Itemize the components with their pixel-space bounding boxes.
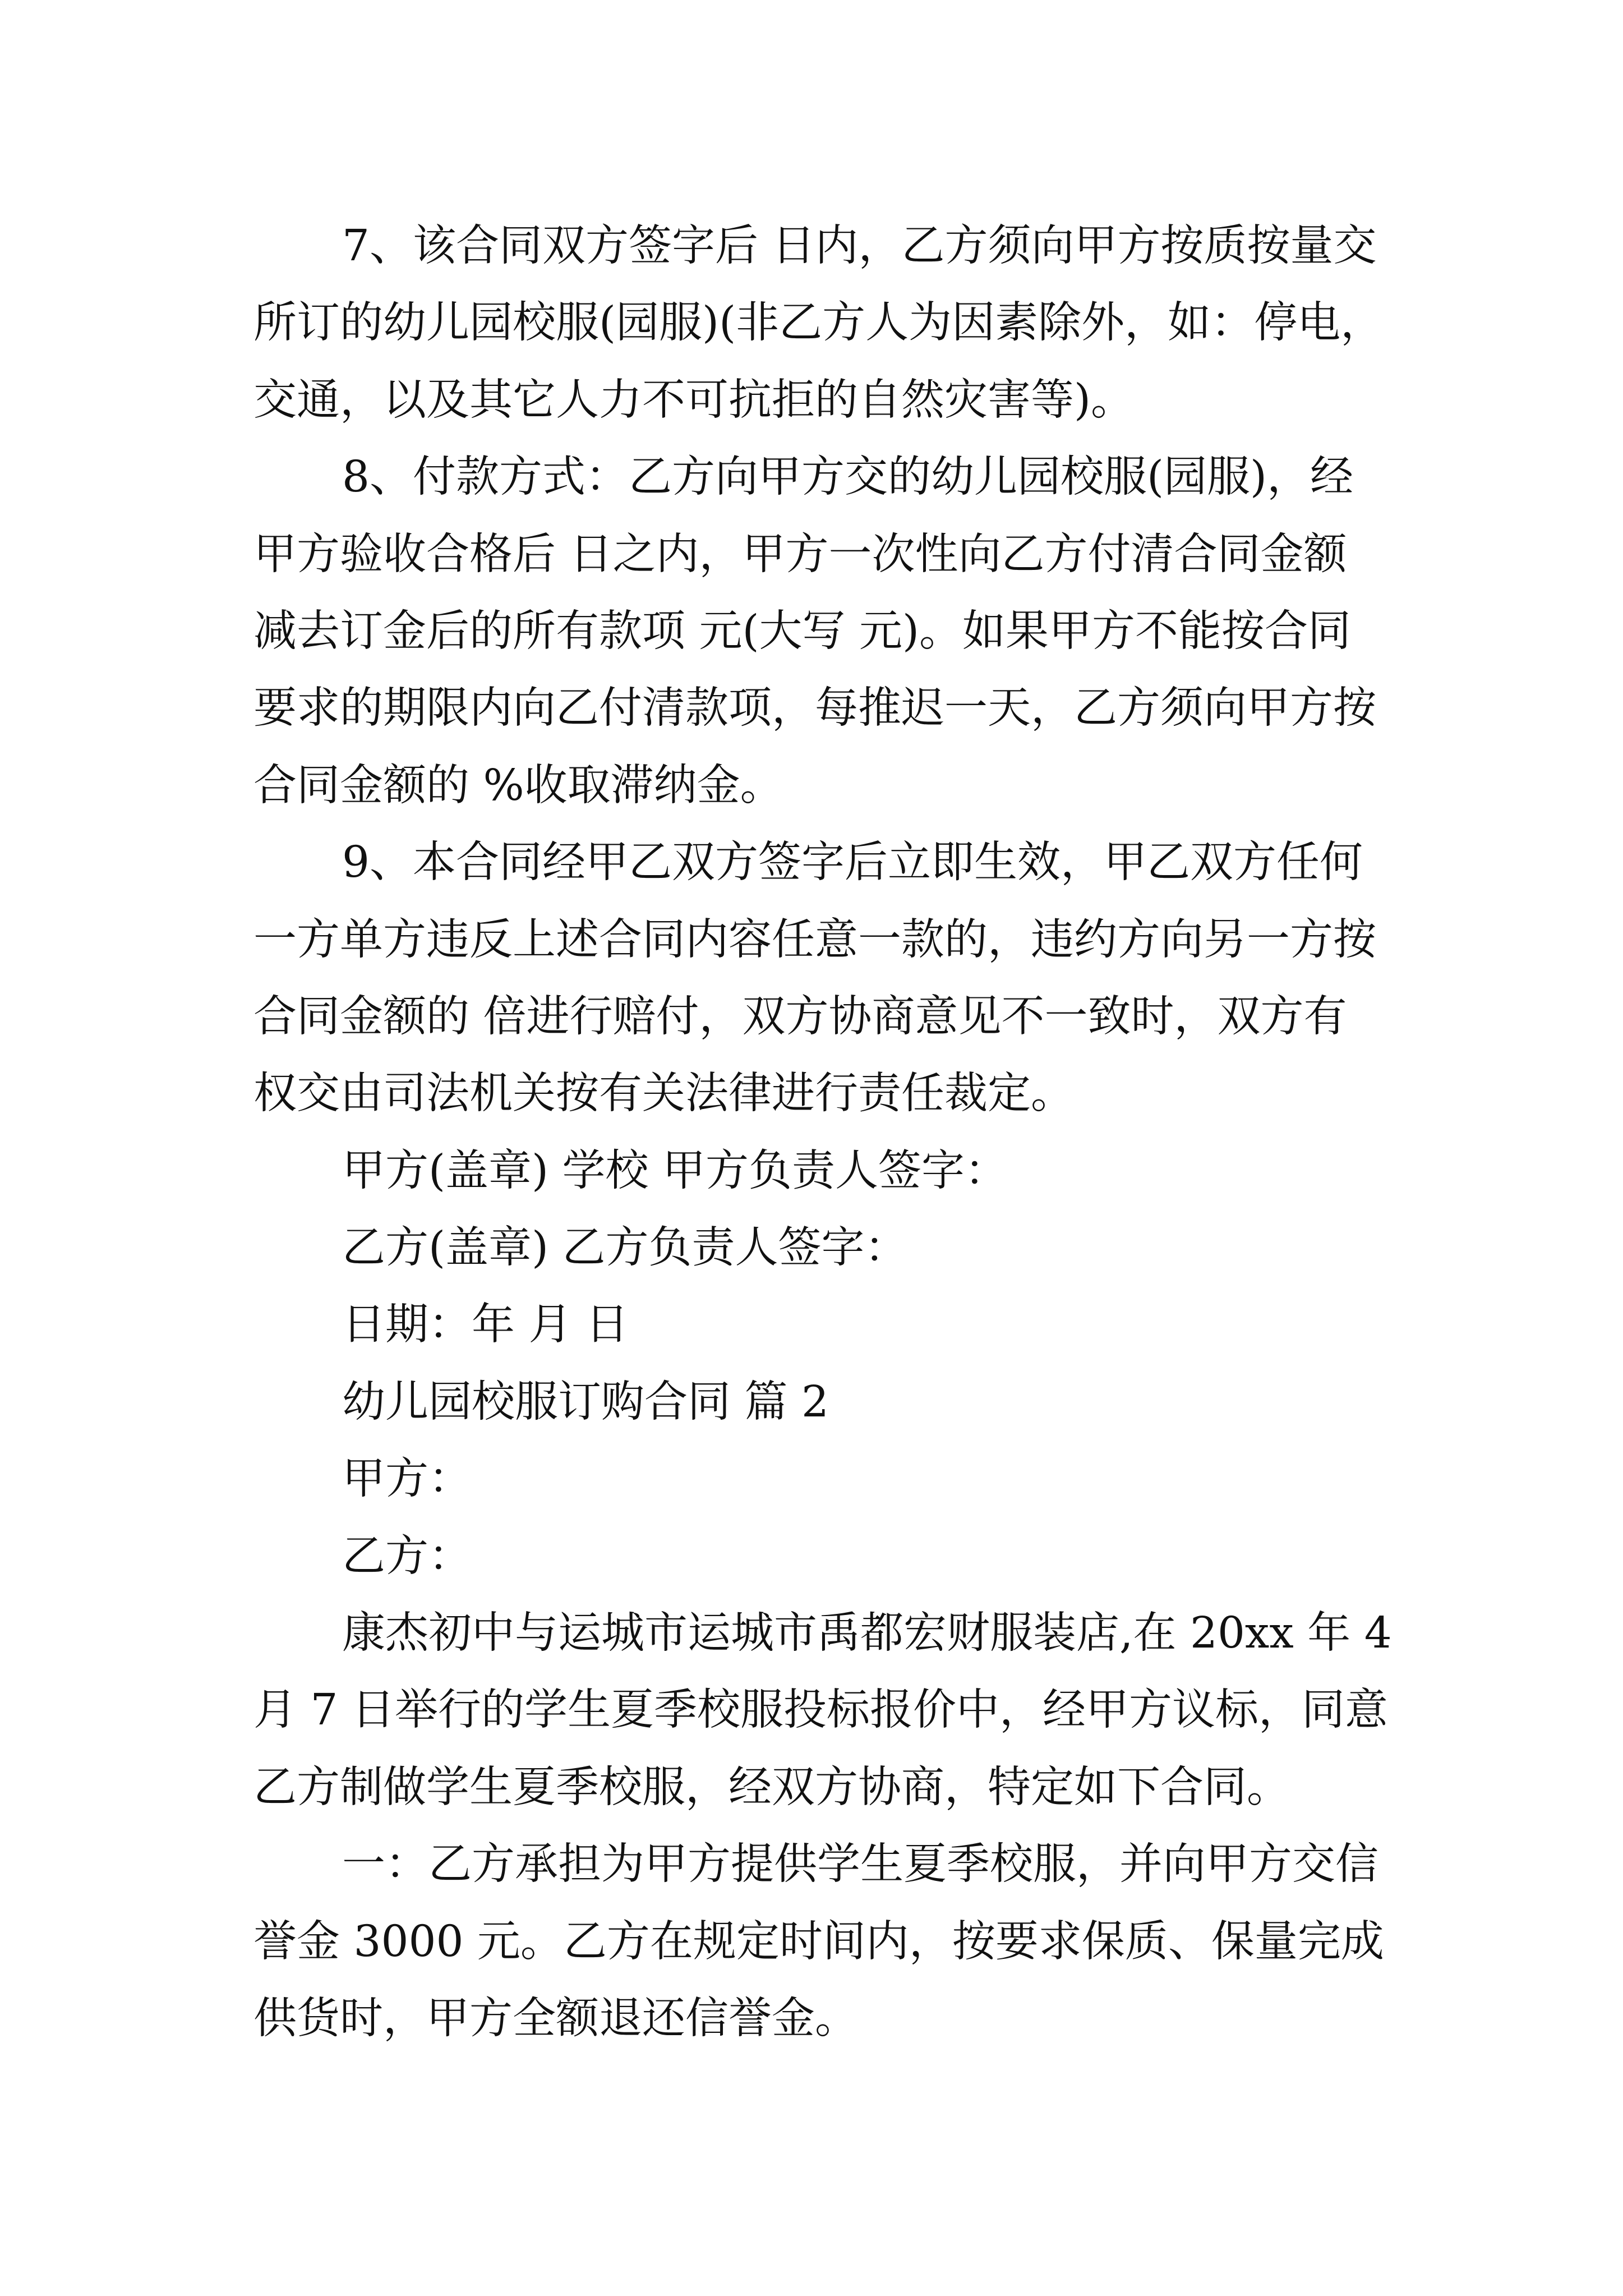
clause-8-paragraph [253, 439, 1487, 824]
text-line: 乙方制做学生夏季校服，经双方协商，特定如下合同。 [253, 1762, 1290, 1812]
text-line: 要求的期限内向乙付清款项，每推迟一天，乙方须向甲方按 [253, 683, 1376, 734]
text-line: 合同金额的 %收取滞纳金。 [253, 760, 783, 811]
text-line: 誉金 3000 元。乙方在规定时间内，按要求保质、保量完成 [253, 1916, 1384, 1967]
text-line: 一：乙方承担为甲方提供学生夏季校服，并向甲方交信 [342, 1839, 1378, 1890]
signature-party-b [253, 1209, 1487, 1286]
clause-9-paragraph [253, 824, 1487, 1133]
date-line [253, 1286, 1487, 1363]
text-line: 甲方(盖章) 学校 甲方负责人签字： [342, 1145, 1008, 1196]
text-line: 甲方： [342, 1454, 472, 1504]
text-line: 合同金额的 倍进行赔付，双方协商意见不一致时，双方有 [253, 991, 1347, 1042]
text-line: 月 7 日举行的学生夏季校服投标报价中，经甲方议标，同意 [253, 1685, 1388, 1736]
intro-paragraph [253, 1595, 1487, 1826]
text-line: 交通，以及其它人力不可抗拒的自然灾害等)。 [253, 375, 1135, 425]
text-line: 7、该合同双方签字后 日内，乙方须向甲方按质按量交 [342, 221, 1377, 271]
text-line: 减去订金后的所有款项 元(大写 元)。如果甲方不能按合同 [253, 606, 1352, 656]
text-line: 甲方验收合格后 日之内，甲方一次性向乙方付清合同金额 [253, 529, 1347, 579]
text-line: 乙方(盖章) 乙方负责人签字： [342, 1223, 908, 1273]
clause-1-paragraph [253, 1826, 1487, 2057]
text-line: 康杰初中与运城市运城市禹都宏财服装店,在 20xx 年 4 [342, 1608, 1392, 1659]
text-line: 供货时，甲方全额退还信誉金。 [253, 1993, 858, 2044]
text-line: 8、付款方式：乙方向甲方交的幼儿园校服(园服)，经 [342, 452, 1354, 503]
clause-7-paragraph [253, 208, 1487, 439]
signature-party-a [253, 1133, 1487, 1209]
party-b-line [253, 1518, 1487, 1595]
document-page [253, 208, 1487, 2057]
section-title: 幼儿园校服订购合同 篇 2 [342, 1377, 829, 1427]
text-line: 日期：年 月 日 [342, 1300, 629, 1350]
text-line: 9、本合同经甲乙双方签字后立即生效，甲乙双方任何 [342, 838, 1363, 888]
text-line: 乙方： [342, 1531, 472, 1581]
party-a-line [253, 1441, 1487, 1517]
text-line: 一方单方违反上述合同内容任意一款的，违约方向另一方按 [253, 914, 1376, 965]
text-line: 所订的幼儿园校服(园服)(非乙方人为因素除外，如：停电， [253, 298, 1384, 348]
text-line: 权交由司法机关按有关法律进行责任裁定。 [253, 1069, 1074, 1119]
contract-2-title [253, 1364, 1487, 1441]
